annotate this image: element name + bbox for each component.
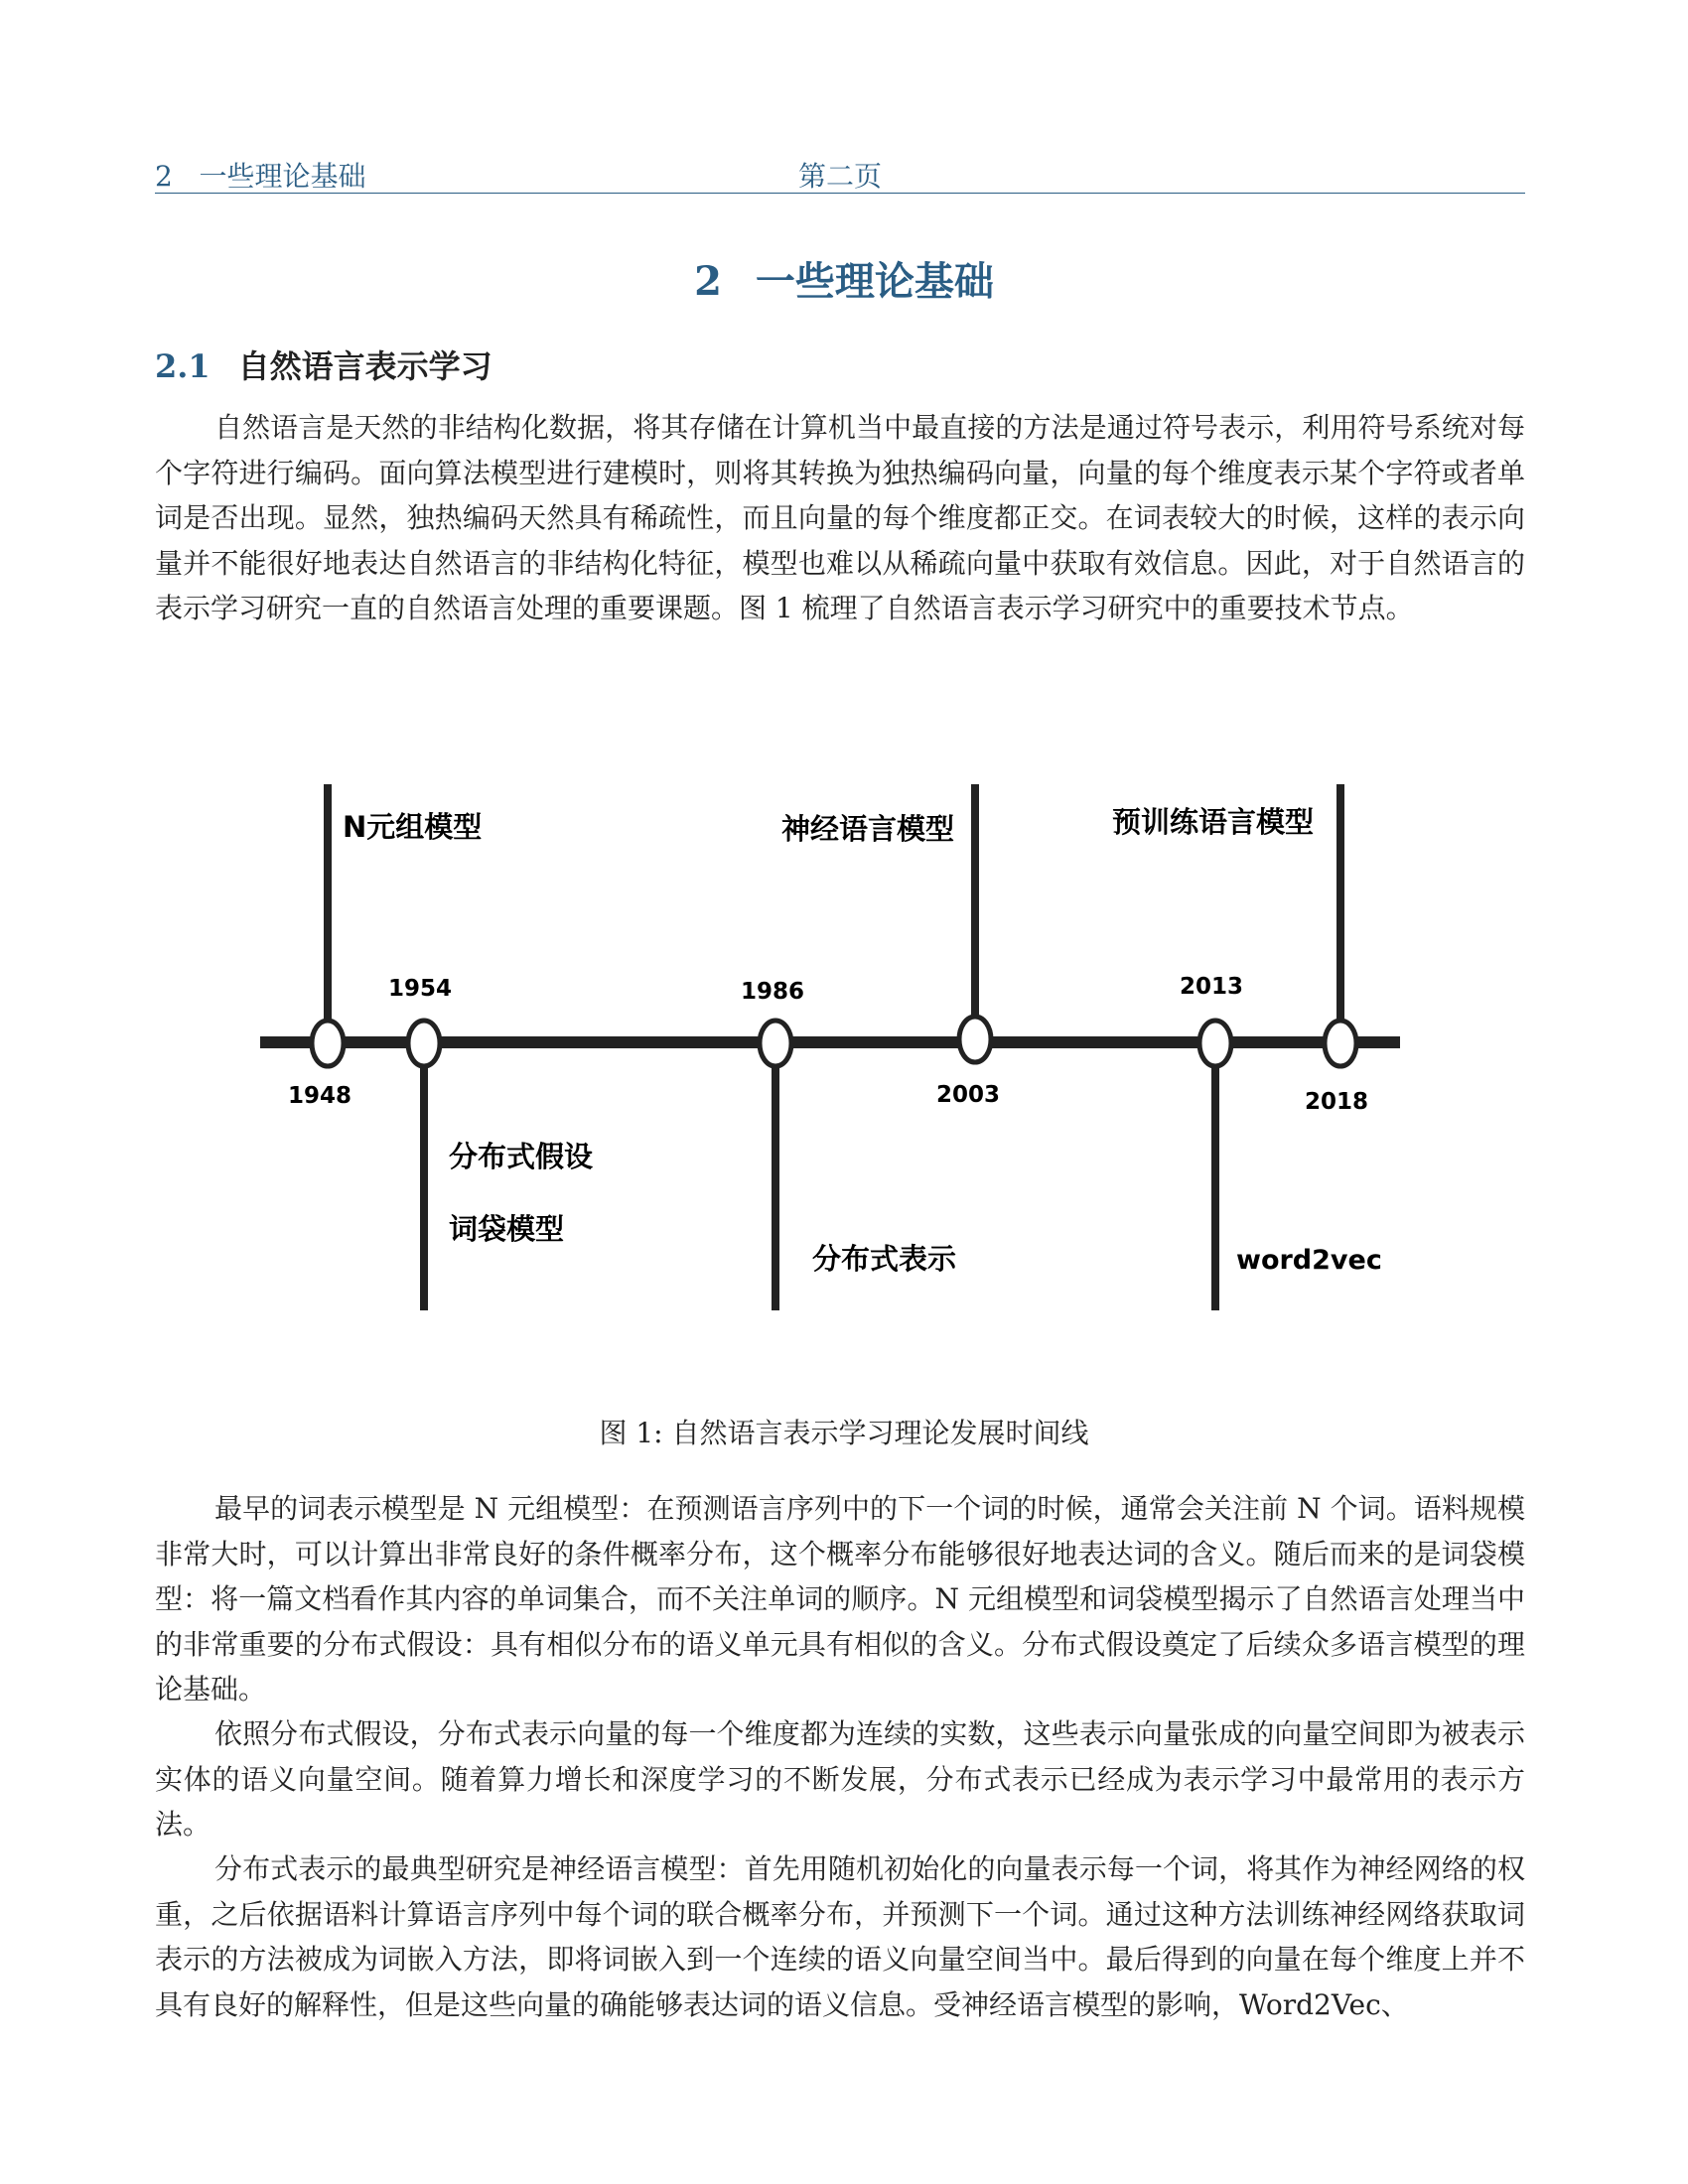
timeline-diagram xyxy=(0,774,1688,1330)
subsection-title-text: 自然语言表示学习 xyxy=(237,347,492,385)
label-word2vec: word2vec xyxy=(1236,1245,1382,1276)
paragraph-2: 最早的词表示模型是 N 元组模型：在预测语言序列中的下一个词的时候，通常会关注前 N 个词。语料规模非常大时，可以计算出非常良好的条件概率分布，这个概率分布能够很好地表达词的含义。随后而来的是词袋模型：将一篇文档看作其内容的单词集合，而不关注单词的顺序。N 元组模型和词袋模型揭示了自然语言处理当中的非常重要的分布式假设：具有相似分布的语义单元具有相似的含义。分布式假设奠定了后续众多语言模型的理论基础。 xyxy=(155,1492,1525,1706)
timeline-node-1948 xyxy=(312,1021,344,1066)
year-2013: 2013 xyxy=(1179,974,1244,1000)
paragraph-4: 分布式表示的最典型研究是神经语言模型：首先用随机初始化的向量表示每一个词，将其作为神经网络的权重，之后依据语料计算语言序列中每个词的联合概率分布，并预测下一个词。通过这种方法训练神经网络获取词表示的方法被成为词嵌入方法，即将词嵌入到一个连续的语义向量空间当中。最后得到的向量在每个维度上并不具有良好的解释性，但是这些向量的确能够表达词的语义信息。受神经语言模型的影响，Word2Vec、 xyxy=(155,1852,1525,2021)
timeline-node-2003 xyxy=(959,1017,991,1062)
year-2018: 2018 xyxy=(1304,1089,1369,1115)
year-1986: 1986 xyxy=(740,979,805,1005)
paragraph-3: 依照分布式假设，分布式表示向量的每一个维度都为连续的实数，这些表示向量张成的向量空间即为被表示实体的语义向量空间。随着算力增长和深度学习的不断发展，分布式表示已经成为表示学习中最常用的表示方法。 xyxy=(155,1717,1525,1841)
timeline-node-1986 xyxy=(760,1021,791,1066)
paragraph-1: 自然语言是天然的非结构化数据，将其存储在计算机当中最直接的方法是通过符号表示，利用符号系统对每个字符进行编码。面向算法模型进行建模时，则将其转换为独热编码向量，向量的每个维度表示某个字符或者单词是否出现。显然，独热编码天然具有稀疏性，而且向量的每个维度都正交。在词表较大的时候，这样的表示向量并不能很好地表达自然语言的非结构化特征，模型也难以从稀疏向量中获取有效信息。因此，对于自然语言的表示学习研究一直的自然语言处理的重要课题。图 1 梳理了自然语言表示学习研究中的重要技术节点。 xyxy=(155,411,1525,624)
timeline-figure xyxy=(0,774,1688,1330)
header-page-label: 第二页 xyxy=(797,160,882,193)
section-number: 2 xyxy=(694,258,722,305)
header-section: 2 一些理论基础 xyxy=(155,160,366,193)
label-distributional-hypothesis: 分布式假设 xyxy=(449,1140,594,1173)
year-1948: 1948 xyxy=(287,1083,352,1109)
timeline-node-1954 xyxy=(408,1021,440,1066)
subsection-number: 2.1 xyxy=(155,347,211,385)
running-header xyxy=(155,151,1525,194)
figure-caption: 图 1: 自然语言表示学习理论发展时间线 xyxy=(599,1417,1089,1449)
year-1954: 1954 xyxy=(387,976,453,1002)
section-title-text: 一些理论基础 xyxy=(755,258,994,305)
label-pretrained-lm: 预训练语言模型 xyxy=(1112,805,1315,839)
label-ngram: N元组模型 xyxy=(343,810,483,844)
year-2003: 2003 xyxy=(935,1082,1001,1108)
timeline-node-2018 xyxy=(1325,1021,1356,1066)
label-neural-lm: 神经语言模型 xyxy=(781,812,955,846)
label-distributed-representation: 分布式表示 xyxy=(812,1242,957,1276)
timeline-node-2013 xyxy=(1199,1021,1231,1066)
section-title xyxy=(0,250,1688,307)
subsection-title xyxy=(155,341,492,387)
label-bag-of-words: 词袋模型 xyxy=(449,1212,565,1246)
